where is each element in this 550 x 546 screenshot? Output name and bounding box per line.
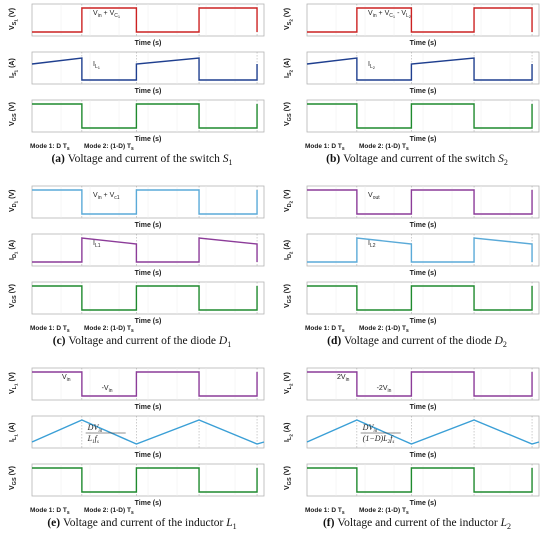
plot-d-1 (284, 186, 539, 229)
y-axis-label: $V_{GS}$ (V) (9, 284, 18, 308)
plot-b-2 (284, 52, 539, 95)
mode2-label: Mode 2: (1-D) $T_s$ (359, 507, 409, 516)
y-axis-label: $V_{D1}$ (V) (9, 189, 19, 212)
y-axis-label: $V_{GS}$ (V) (284, 284, 293, 308)
x-axis-label: Time (s) (134, 136, 162, 143)
y-axis-label: $V_{GS}$ (V) (9, 102, 18, 126)
plot-f-2 (284, 416, 539, 459)
x-axis-label: Time (s) (134, 88, 162, 95)
plot-b-1 (284, 4, 539, 47)
waveform-annotation: $V_{in} + V_{c1}$ (93, 192, 120, 201)
panel-c (9, 186, 264, 349)
plot-e-3 (9, 464, 264, 507)
mode1-label: Mode 1: D $T_s$ (30, 325, 70, 334)
x-axis-label: Time (s) (409, 136, 437, 143)
x-axis-label: Time (s) (409, 500, 437, 507)
y-axis-label: $V_{D2}$ (V) (284, 189, 294, 212)
plot-c-3 (9, 282, 264, 325)
mode2-label: Mode 2: (1-D) $T_s$ (84, 325, 134, 334)
waveform-annotation: $I_L2$ (368, 61, 376, 70)
mode1-label: Mode 1: D $T_s$ (30, 143, 70, 152)
panel-caption: (d) Voltage and current of the diode $D_2$ (327, 335, 507, 349)
x-axis-label: Time (s) (134, 270, 162, 277)
plot-d-2 (284, 234, 539, 277)
fraction-numerator: $DV_{in}$ (362, 423, 378, 434)
fraction-numerator: $DV_{in}$ (87, 423, 103, 434)
x-axis-label: Time (s) (409, 404, 437, 411)
panel-caption: (b) Voltage and current of the switch $S_2$ (326, 153, 508, 167)
waveform-annotation: $I_{L1}$ (93, 240, 101, 249)
y-axis-label: $V_{S2}$ (V) (284, 7, 294, 30)
x-axis-label: Time (s) (134, 404, 162, 411)
waveform-annotation: $2V_{in}$ (337, 374, 350, 383)
plot-f-1 (284, 368, 539, 411)
panel-caption: (e) Voltage and current of the inductor $L_1$ (47, 517, 237, 531)
waveform-annotation: $I_{L2}$ (368, 240, 376, 249)
mode1-label: Mode 1: D $T_s$ (305, 507, 345, 516)
y-axis-label: $V_{S1}$ (V) (9, 7, 19, 30)
y-axis-label: $I_{S2}$ (A) (284, 58, 294, 78)
x-axis-label: Time (s) (409, 318, 437, 325)
x-axis-label: Time (s) (409, 88, 437, 95)
plot-f-3 (284, 464, 539, 507)
fraction-denominator: $L_1f_s$ (87, 434, 99, 445)
x-axis-label: Time (s) (134, 452, 162, 459)
panel-caption: (c) Voltage and current of the diode $D_1$ (52, 335, 232, 349)
x-axis-label: Time (s) (409, 452, 437, 459)
panel-b (284, 4, 539, 167)
panel-d (284, 186, 539, 349)
panel-caption: (a) Voltage and current of the switch $S_1$ (51, 153, 233, 167)
plot-c-2 (9, 234, 264, 277)
plot-a-1 (9, 4, 264, 47)
waveform-annotation-neg: $-V_{in}$ (101, 385, 113, 394)
mode1-label: Mode 1: D $T_s$ (305, 325, 345, 334)
x-axis-label: Time (s) (134, 500, 162, 507)
plot-a-2 (9, 52, 264, 95)
plot-a-3 (9, 100, 264, 143)
mode1-label: Mode 1: D $T_s$ (30, 507, 70, 516)
mode2-label: Mode 2: (1-D) $T_s$ (84, 143, 134, 152)
panel-e (9, 368, 264, 531)
y-axis-label: $V_{GS}$ (V) (9, 466, 18, 490)
plot-e-1 (9, 368, 264, 411)
panel-f (284, 368, 539, 531)
waveform-annotation: $V_{in} + V_C1 - V_L2$ (368, 10, 412, 19)
y-axis-label: $I_{D1}$ (A) (9, 239, 19, 260)
x-axis-label: Time (s) (134, 318, 162, 325)
x-axis-label: Time (s) (134, 40, 162, 47)
plot-e-2 (9, 416, 264, 459)
mode2-label: Mode 2: (1-D) $T_s$ (84, 507, 134, 516)
plot-c-1 (9, 186, 264, 229)
waveform-annotation: $I_L1$ (93, 61, 101, 70)
y-axis-label: $V_{L1}$ (V) (9, 372, 19, 394)
x-axis-label: Time (s) (409, 270, 437, 277)
panel-a (9, 4, 264, 167)
mode2-label: Mode 2: (1-D) $T_s$ (359, 143, 409, 152)
waveform-annotation-neg: $-2V_{in}$ (376, 385, 392, 394)
y-axis-label: $V_{L2}$ (V) (284, 372, 294, 394)
waveform-annotation: $V_{in} + V_C1$ (93, 10, 121, 19)
panel-caption: (f) Voltage and current of the inductor $L_2$ (322, 517, 512, 531)
mode1-label: Mode 1: D $T_s$ (305, 143, 345, 152)
y-axis-label: $V_{GS}$ (V) (284, 102, 293, 126)
x-axis-label: Time (s) (409, 222, 437, 229)
y-axis-label: $I_{L1}$ (A) (9, 422, 19, 442)
fraction-denominator: $(1-D)L_2f_s$ (362, 434, 395, 445)
waveform-annotation: $V_{out}$ (368, 192, 380, 201)
x-axis-label: Time (s) (134, 222, 162, 229)
plot-b-3 (284, 100, 539, 143)
y-axis-label: $I_{S1}$ (A) (9, 58, 19, 78)
y-axis-label: $I_{D2}$ (A) (284, 239, 294, 260)
waveform-annotation: $V_{in}$ (62, 374, 71, 383)
plot-d-3 (284, 282, 539, 325)
y-axis-label: $I_{L2}$ (A) (284, 422, 294, 442)
y-axis-label: $V_{GS}$ (V) (284, 466, 293, 490)
mode2-label: Mode 2: (1-D) $T_s$ (359, 325, 409, 334)
x-axis-label: Time (s) (409, 40, 437, 47)
